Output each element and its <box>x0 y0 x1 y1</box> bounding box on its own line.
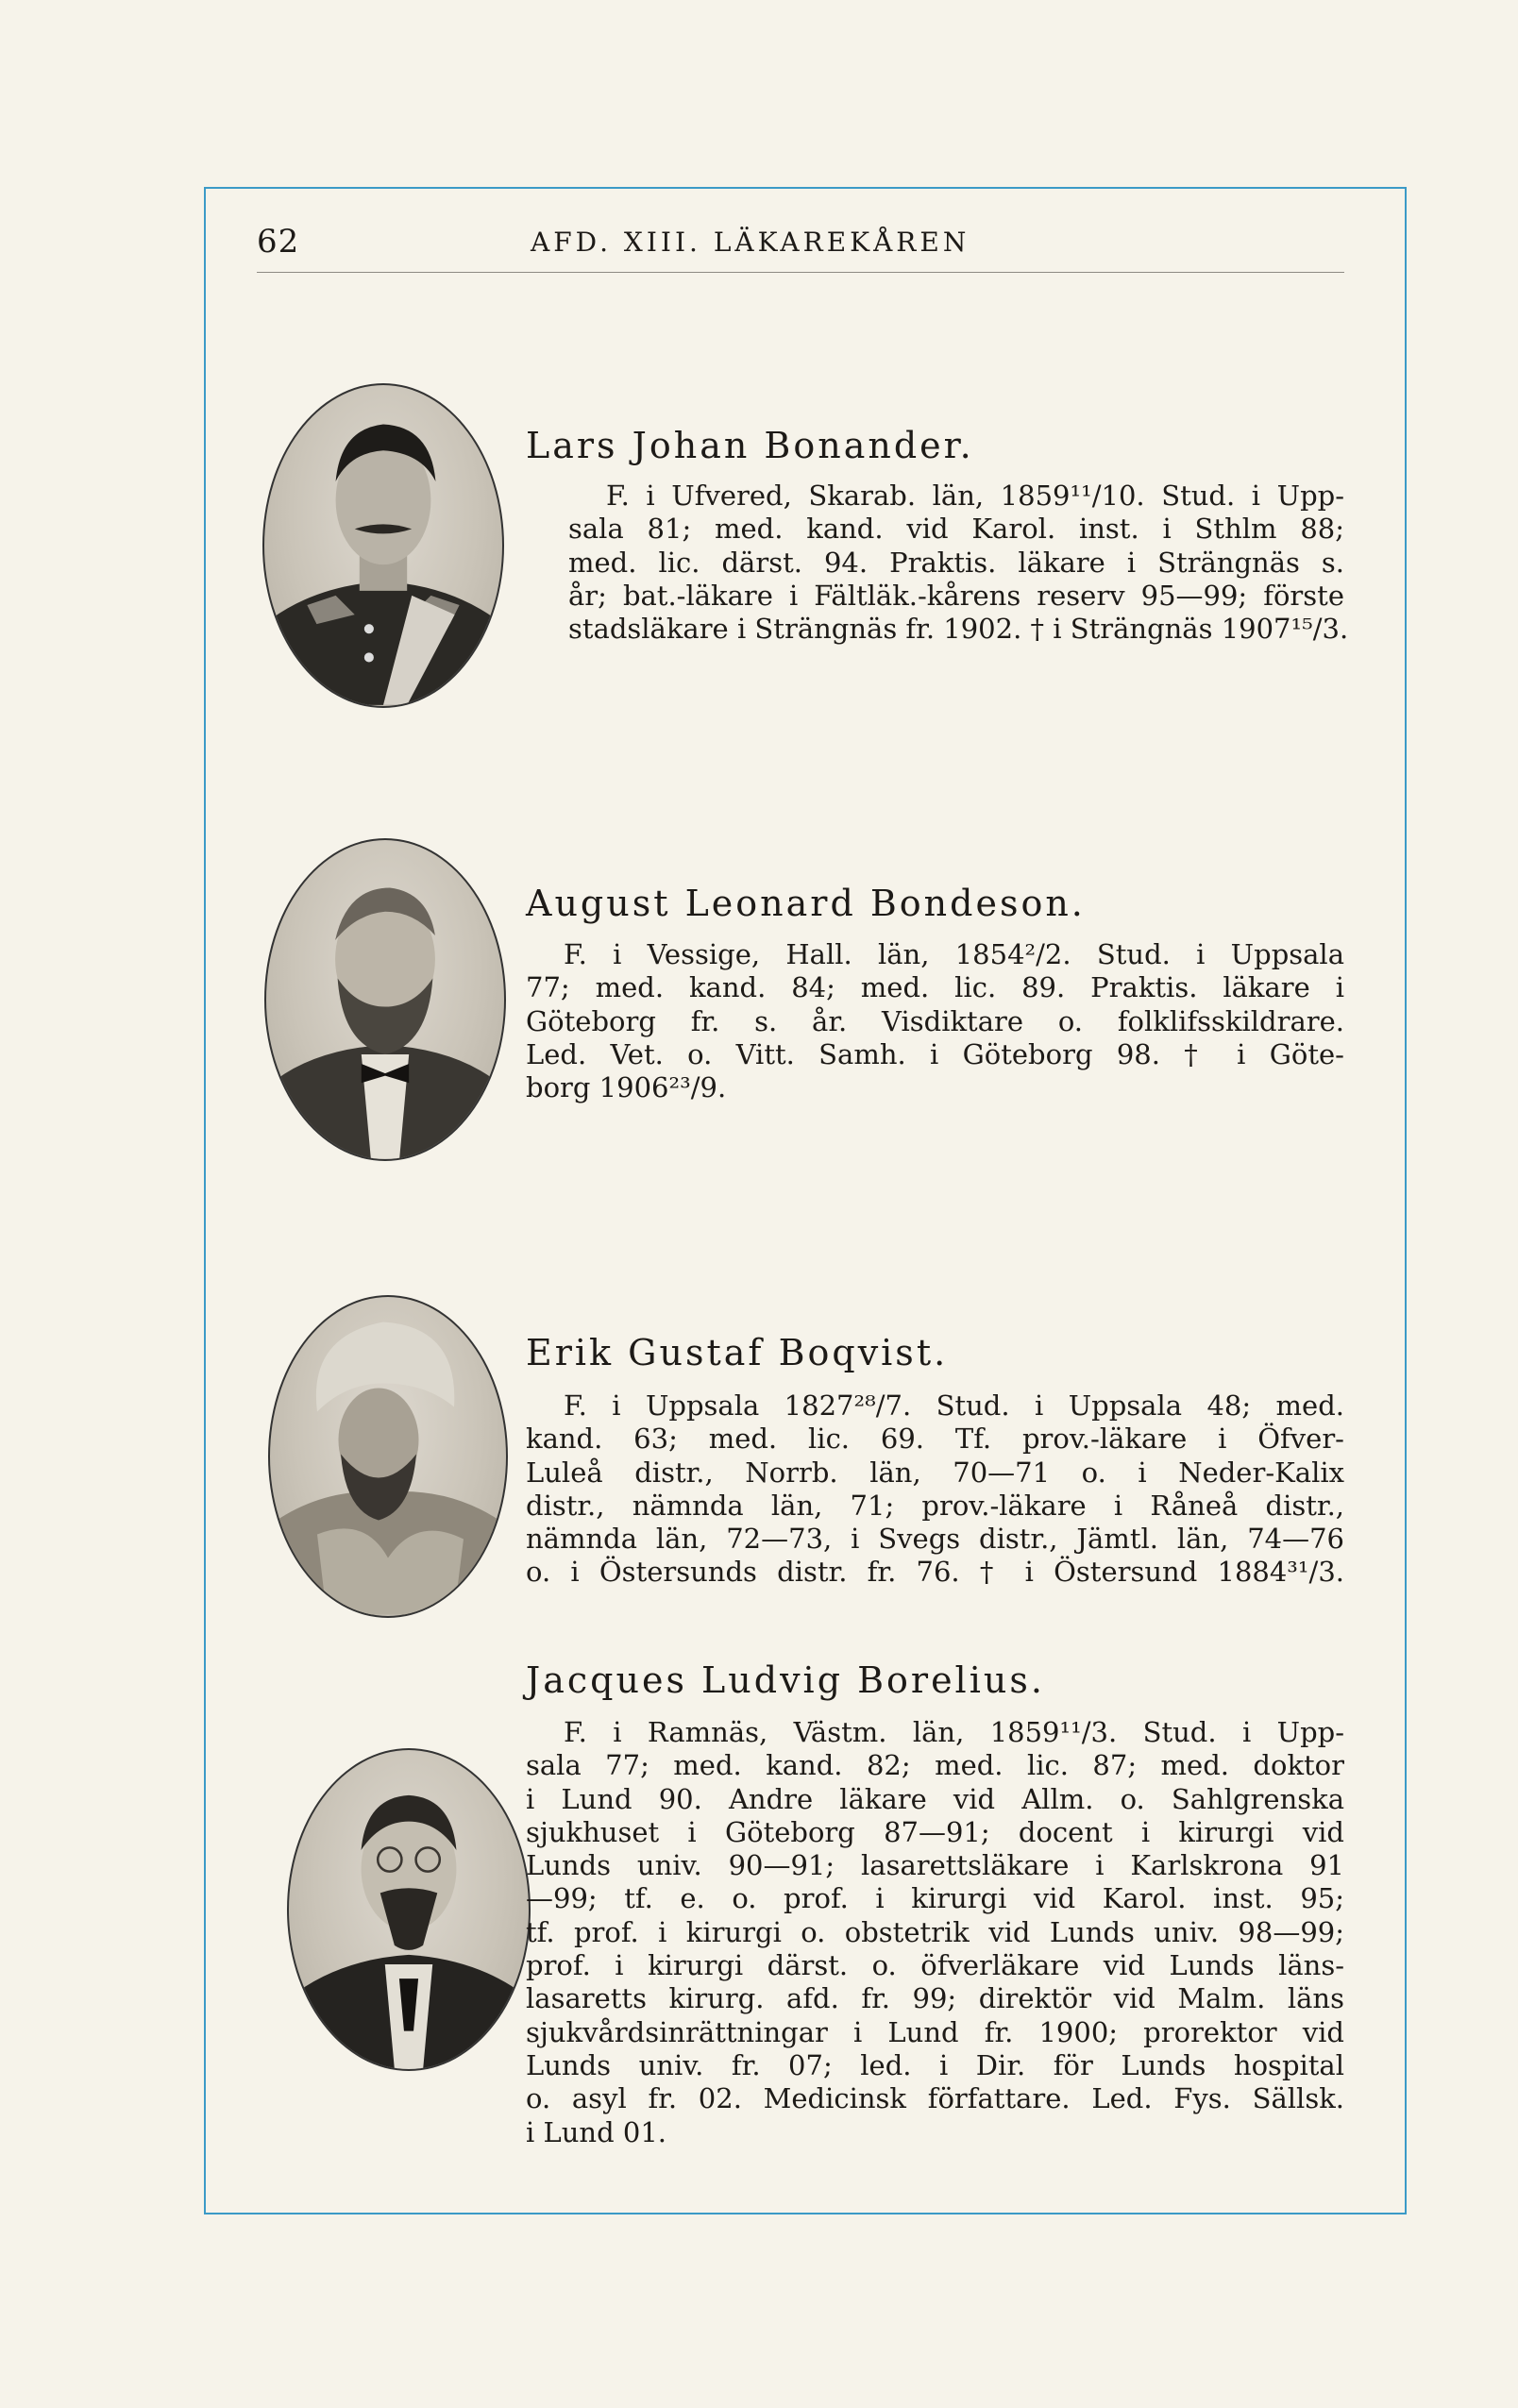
bio-line: sjukvårdsinrättningar i Lund fr. 1900; prorektor vid <box>526 2015 1344 2048</box>
bio-line: Lunds univ. fr. 07; led. i Dir. för Lunds hospital <box>526 2048 1344 2081</box>
portrait-photo <box>268 1295 508 1618</box>
biography-text <box>526 1716 1344 2149</box>
bio-line: i Lund 01. <box>526 2115 667 2148</box>
bio-line: med. lic. därst. 94. Praktis. läkare i Strängnäs s. <box>568 546 1344 579</box>
bio-line: nämnda län, 72—73, i Svegs distr., Jämtl. län, 74—76 <box>526 1523 1344 1556</box>
bio-line: sala 77; med. kand. 82; med. lic. 87; med. doktor <box>526 1749 1344 1782</box>
bio-line: F. i Vessige, Hall. län, 1854²/2. Stud. i Uppsala <box>564 938 1344 970</box>
bio-line: sjukhuset i Göteborg 87—91; docent i kirurgi vid <box>526 1815 1344 1848</box>
bio-line: 77; med. kand. 84; med. lic. 89. Praktis. läkare i <box>526 971 1344 1004</box>
bio-line: tf. prof. i kirurgi o. obstetrik vid Lunds univ. 98—99; <box>526 1915 1344 1948</box>
portrait-bowtie-icon <box>266 840 504 1159</box>
bio-line: sala 81; med. kand. vid Karol. inst. i Sthlm 88; <box>568 513 1344 546</box>
portrait-uniform-icon <box>264 385 502 706</box>
portrait-fur-hat-icon <box>270 1297 506 1616</box>
bio-line: o. asyl fr. 02. Medicinsk författare. Led. Fys. Sällsk. <box>526 2082 1344 2115</box>
bio-line: prof. i kirurgi därst. o. öfverläkare vid Lunds läns- <box>526 1949 1344 1982</box>
section-title: AFD. XIII. LÄKAREKÅREN <box>531 227 970 258</box>
bio-line: kand. 63; med. lic. 69. Tf. prov.-läkare i Öfver- <box>526 1423 1344 1456</box>
biography-text <box>568 480 1349 646</box>
bio-line: —99; tf. e. o. prof. i kirurgi vid Karol. inst. 95; <box>526 1882 1344 1915</box>
portrait-photo <box>287 1748 531 2071</box>
biography-entry <box>257 1289 1342 1629</box>
biography-entry <box>257 378 1349 717</box>
person-name: Jacques Ludvig Borelius. <box>526 1659 1045 1701</box>
bio-line: stadsläkare i Strängnäs fr. 1902. † i Strängnäs 1907¹⁵/3. <box>568 613 1349 646</box>
portrait-glasses-icon <box>289 1750 529 2069</box>
bio-line: o. i Östersunds distr. fr. 76. † i Östersund 1884³¹/3. <box>526 1556 1344 1589</box>
bio-line: år; bat.-läkare i Fältläk.-kårens reserv 95—99; förste <box>568 579 1344 612</box>
biography-entry <box>257 834 1342 1174</box>
bio-line: distr., nämnda län, 71; prov.-läkare i Råneå distr., <box>526 1489 1344 1522</box>
bio-line: lasaretts kirurg. afd. fr. 99; direktör vid Malm. läns <box>526 1982 1344 2015</box>
bio-line: Led. Vet. o. Vitt. Samh. i Göteborg 98. † i Göte- <box>526 1037 1344 1070</box>
portrait-photo <box>262 383 504 708</box>
bio-line: Lunds univ. 90—91; lasarettsläkare i Karlskrona 91 <box>526 1849 1344 1882</box>
running-head <box>257 223 1344 273</box>
portrait-photo <box>264 838 506 1161</box>
person-name: Erik Gustaf Boqvist. <box>526 1332 949 1373</box>
bio-line: F. i Uppsala 1827²⁸/7. Stud. i Uppsala 48; med. <box>564 1389 1344 1422</box>
bio-line: borg 1906²³/9. <box>526 1071 727 1104</box>
page-number: 62 <box>257 223 300 261</box>
biography-text <box>526 1389 1344 1590</box>
person-name: August Leonard Bondeson. <box>526 883 1086 924</box>
bio-line: Göteborg fr. s. år. Visdiktare o. folklifsskildrare. <box>526 1004 1344 1037</box>
person-name: Lars Johan Bonander. <box>526 425 974 466</box>
bio-line: F. i Ramnäs, Västm. län, 1859¹¹/3. Stud. i Upp- <box>564 1716 1344 1748</box>
bio-line: F. i Ufvered, Skarab. län, 1859¹¹/10. Stud. i Upp- <box>606 480 1344 512</box>
biography-entry <box>257 1654 1342 2182</box>
bio-line: i Lund 90. Andre läkare vid Allm. o. Sahlgrenska <box>526 1782 1344 1815</box>
biography-text <box>526 938 1344 1104</box>
bio-line: Luleå distr., Norrb. län, 70—71 o. i Neder-Kalix <box>526 1456 1344 1489</box>
